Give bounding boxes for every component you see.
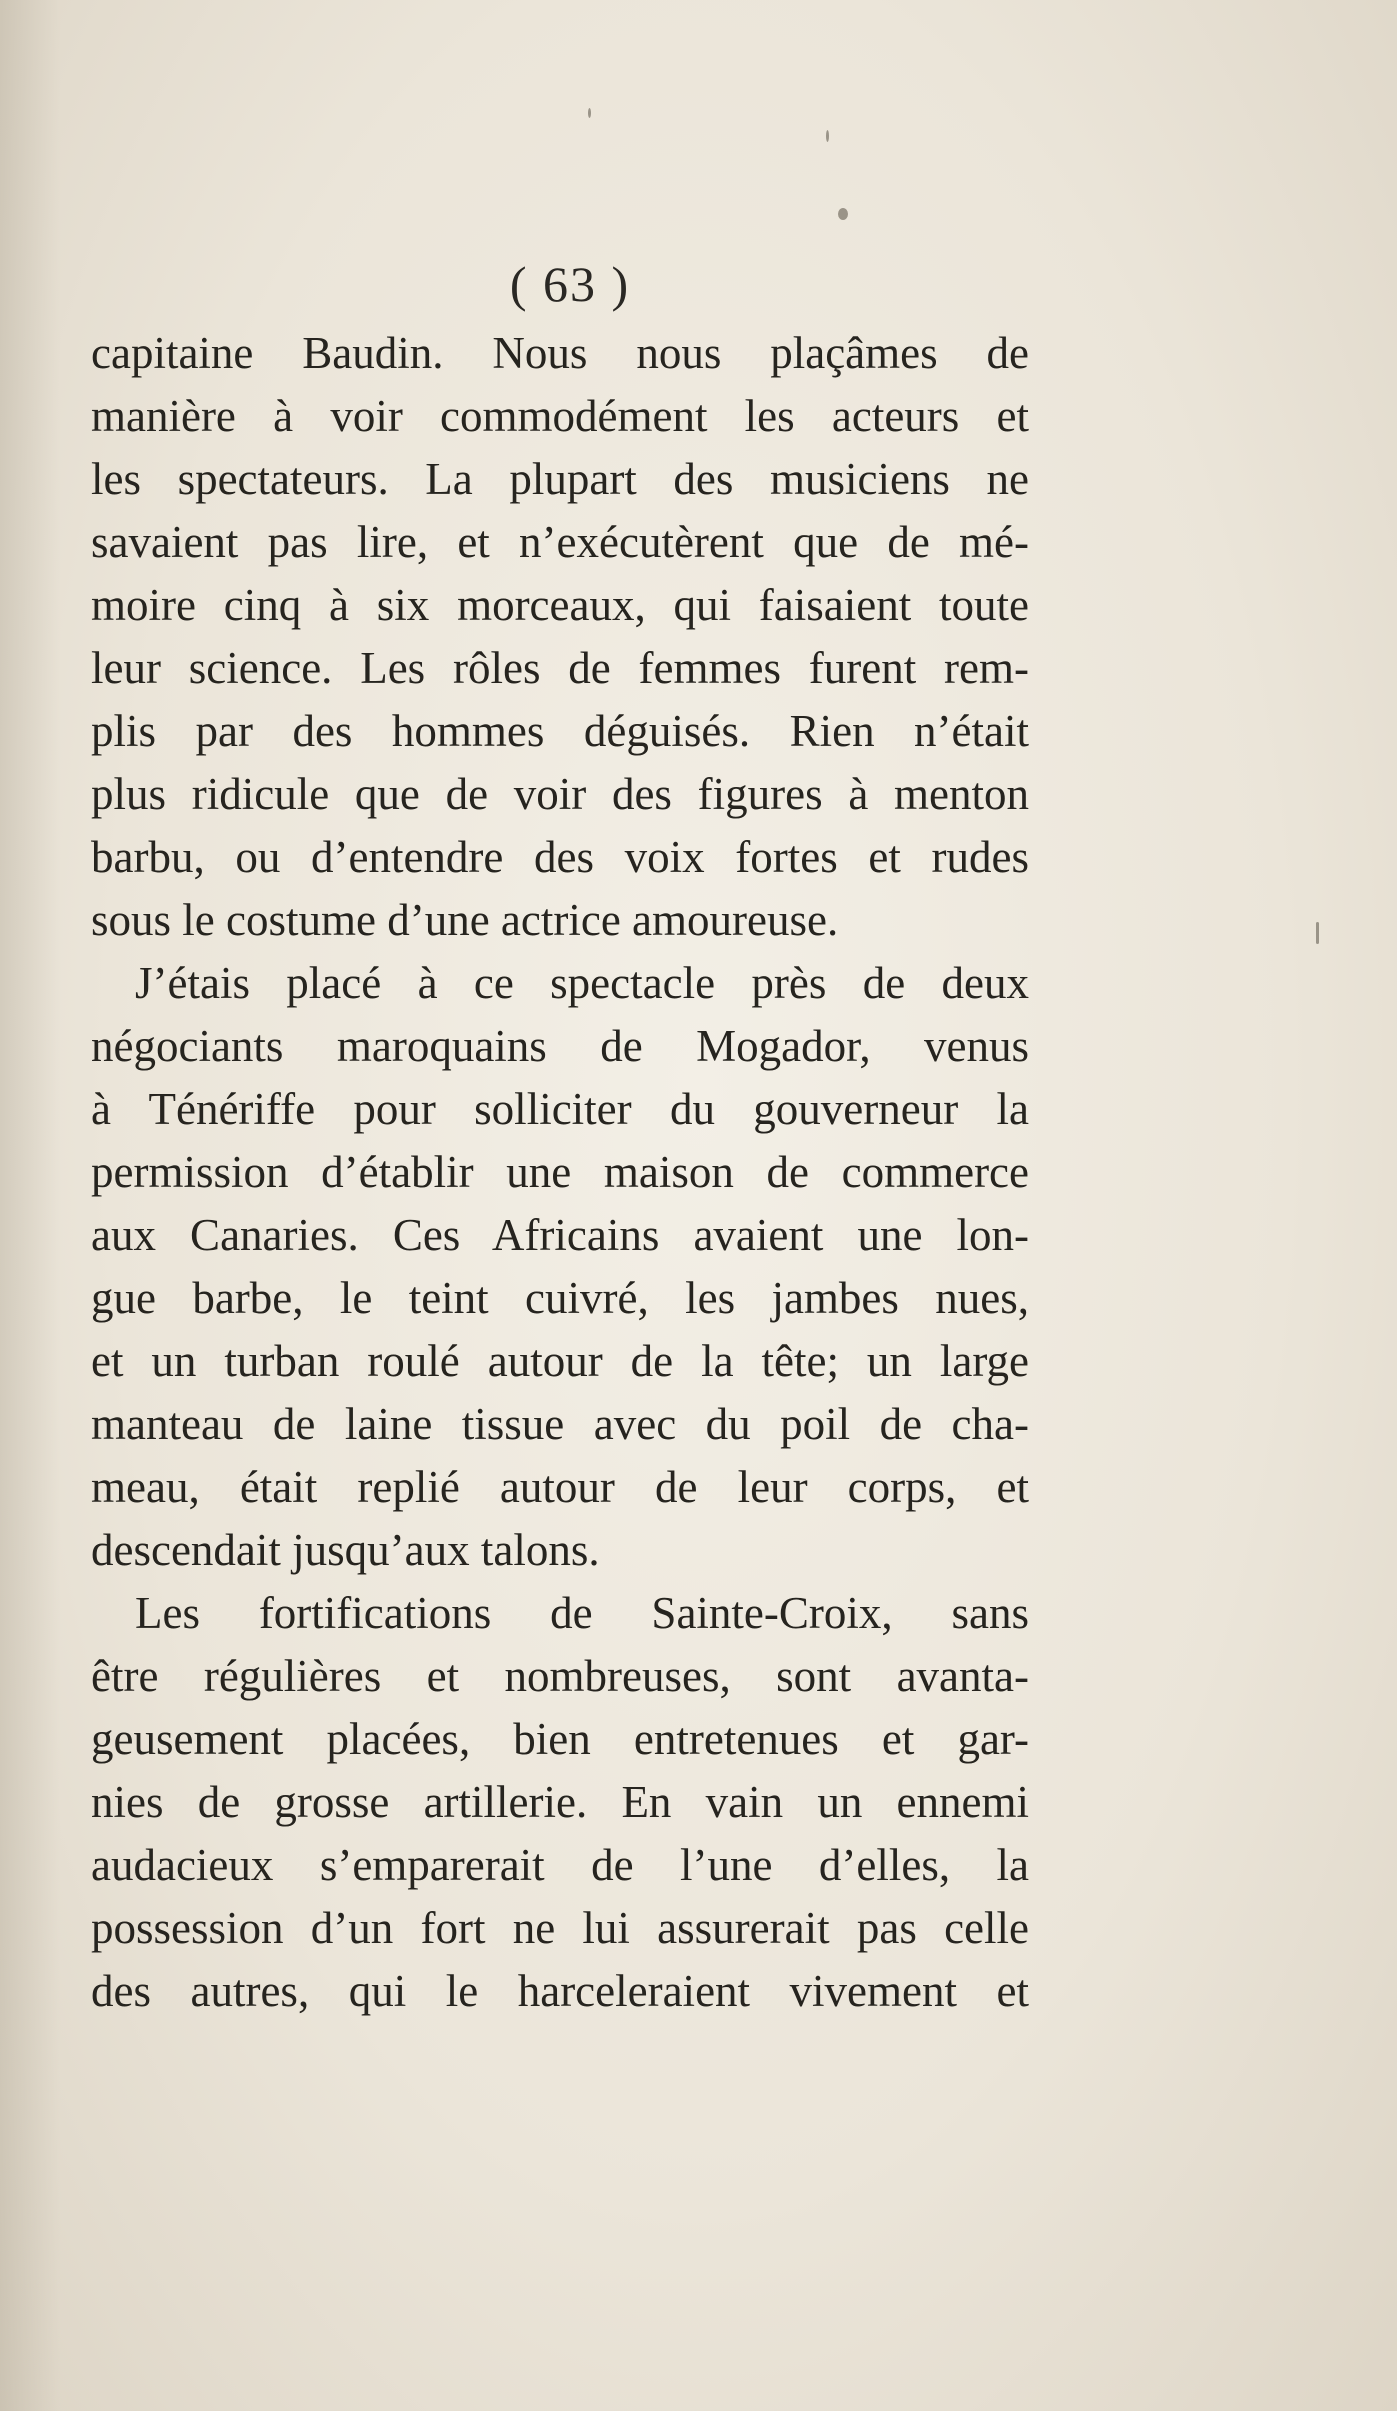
text-line: J’étais placé à ce spectacle près de deux	[135, 958, 1029, 1008]
text-line: audacieux s’emparerait de l’une d’elles, la	[91, 1840, 1029, 1890]
text-line: barbu, ou d’entendre des voix fortes et rudes	[91, 832, 1029, 882]
text-line: manière à voir commodément les acteurs et	[91, 391, 1029, 441]
text-line: aux Canaries. Ces Africains avaient une lon-	[91, 1210, 1029, 1260]
text-line: plus ridicule que de voir des figures à menton	[91, 769, 1029, 819]
text-line: meau, était replié autour de leur corps, et	[91, 1462, 1029, 1512]
text-line: à Ténériffe pour solliciter du gouverneur la	[91, 1084, 1029, 1134]
text-line: possession d’un fort ne lui assurerait pas celle	[91, 1903, 1029, 1953]
paper-speck	[826, 130, 829, 142]
text-line: permission d’établir une maison de commerce	[91, 1147, 1029, 1197]
text-line: les spectateurs. La plupart des musiciens ne	[91, 454, 1029, 504]
text-line: leur science. Les rôles de femmes furent rem-	[91, 643, 1029, 693]
paper-speck	[838, 208, 848, 220]
text-line: moire cinq à six morceaux, qui faisaient toute	[91, 580, 1029, 630]
body-text	[91, 322, 1029, 2023]
text-line: et un turban roulé autour de la tête; un large	[91, 1336, 1029, 1386]
paper-speck	[588, 108, 591, 118]
text-line: négociants maroquains de Mogador, venus	[91, 1021, 1029, 1071]
text-line: descendait jusqu’aux talons.	[91, 1525, 600, 1575]
text-line: geusement placées, bien entretenues et gar-	[91, 1714, 1029, 1764]
text-line: savaient pas lire, et n’exécutèrent que de mé-	[91, 517, 1029, 567]
text-line: manteau de laine tissue avec du poil de cha-	[91, 1399, 1029, 1449]
paper-speck	[1316, 922, 1319, 944]
text-line: gue barbe, le teint cuivré, les jambes nues,	[91, 1273, 1029, 1323]
text-line: des autres, qui le harceleraient vivement et	[91, 1966, 1029, 2016]
text-line: Les fortifications de Sainte-Croix, sans	[135, 1588, 1029, 1638]
text-line: sous le costume d’une actrice amoureuse.	[91, 895, 839, 945]
text-line: plis par des hommes déguisés. Rien n’était	[91, 706, 1029, 756]
text-line: capitaine Baudin. Nous nous plaçâmes de	[91, 328, 1029, 378]
page-number: ( 63 )	[509, 256, 631, 312]
text-line: nies de grosse artillerie. En vain un ennemi	[91, 1777, 1029, 1827]
text-line: être régulières et nombreuses, sont avanta-	[91, 1651, 1029, 1701]
